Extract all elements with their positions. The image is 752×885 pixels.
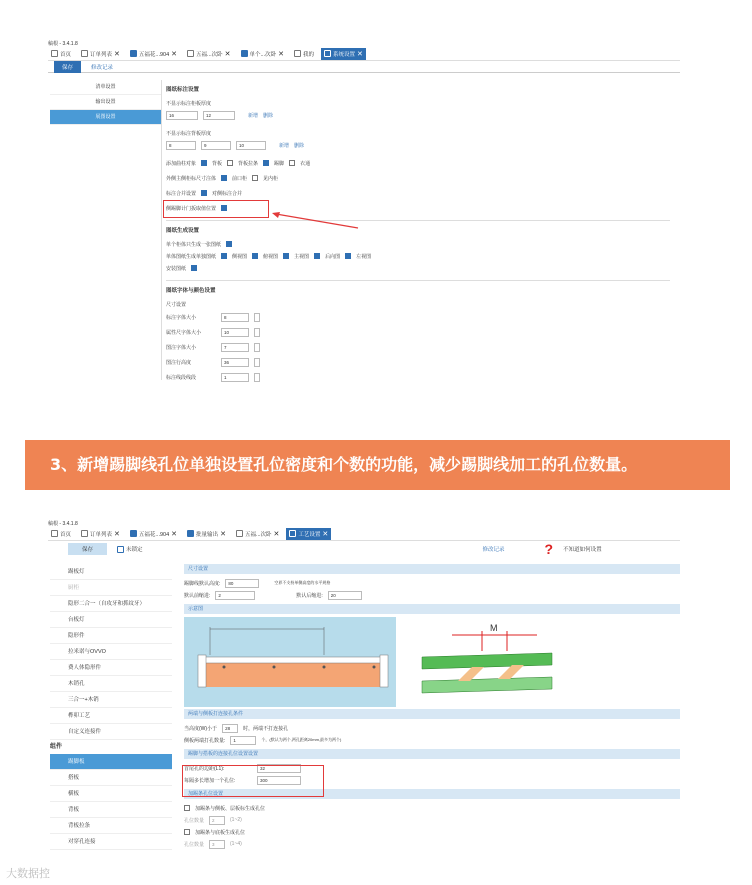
font-row: 标注线段线段 1 — [166, 370, 670, 385]
plus-row: 加踢条与侧板、层板标生成孔位 — [184, 802, 680, 814]
interval-input[interactable]: 300 — [257, 776, 301, 785]
user-icon — [294, 50, 301, 57]
diagram-area — [184, 617, 680, 709]
label: 不显示标注柜板厚度 — [166, 100, 212, 107]
font-size-input[interactable]: 8 — [221, 313, 249, 322]
action-bar — [48, 541, 680, 557]
checkbox[interactable] — [283, 253, 289, 259]
tab-home[interactable]: 首页 — [48, 50, 74, 58]
section-header: 示意图 — [184, 604, 680, 614]
option-row: 单个柜体只生成一张图纸 — [166, 238, 670, 250]
section-title: 图纸字体与颜色设置 — [166, 288, 216, 294]
help-link[interactable]: 不知道如何设置 — [563, 547, 602, 553]
offset-row: 默认前缩进: 2 默认后缩进: 20 — [184, 589, 680, 601]
app-version: 稿根 - 3.4.1.8 — [48, 521, 78, 527]
tab-bedroom[interactable]: 五福...次卧 ✕ — [233, 530, 282, 538]
hole-count-input[interactable]: 2 — [209, 816, 225, 825]
font-row: 图注行高度 36 — [166, 355, 670, 370]
sidebar-item[interactable]: 背板拉条 — [50, 818, 172, 834]
min-height-input[interactable]: 28 — [222, 724, 238, 733]
plus-row: 孔位数量 3 (1~4) — [184, 841, 242, 848]
hole-row: 侧板两端打孔数量: 1 个，(默认为两个,两孔距离20mm,最多为两个) — [184, 737, 342, 744]
edge-distance-input[interactable]: 32 — [257, 764, 301, 773]
sidebar-item[interactable]: 背板 — [50, 802, 172, 818]
thickness-row — [166, 139, 670, 151]
doc-icon — [241, 50, 248, 57]
checkbox[interactable] — [252, 175, 258, 181]
hole-row: 当高度(W)小于 28 时，两端不打连接孔 — [184, 725, 289, 732]
feature-banner: 3、新增踢脚线孔位单独设置孔位密度和个数的功能，减少踢脚线加工的孔位数量。 — [25, 440, 730, 490]
back-offset-input[interactable]: 20 — [328, 591, 362, 600]
thickness-input[interactable]: 8 — [166, 141, 196, 150]
sidebar-item[interactable]: 隐形件 — [50, 628, 172, 644]
font-size-input[interactable]: 36 — [221, 358, 249, 367]
checkbox[interactable] — [227, 160, 233, 166]
close-icon[interactable]: ✕ — [322, 530, 329, 538]
checkbox[interactable] — [345, 253, 351, 259]
section-title: 图纸标注设置 — [166, 87, 200, 93]
spinner-button[interactable] — [254, 373, 260, 382]
checkbox[interactable] — [201, 190, 207, 196]
help-icon[interactable]: ? — [544, 541, 554, 557]
tab-bar — [48, 527, 680, 541]
process-main — [184, 564, 680, 850]
thickness-input[interactable]: 10 — [236, 141, 266, 150]
section-header: 两端与侧板打连接孔条件 — [184, 709, 680, 719]
checkbox[interactable] — [221, 253, 227, 259]
tab-home[interactable]: 首页 — [48, 530, 74, 538]
checkbox[interactable] — [201, 160, 207, 166]
density-row: 首尾孔的边距(L1): 32 — [184, 762, 680, 774]
sidebar-item-drawing[interactable]: 展图设置 — [50, 110, 161, 125]
sidebar-item[interactable]: 拉米诺与OVVO — [50, 644, 172, 660]
font-row: 图注字体大小 7 — [166, 340, 670, 355]
unlock-icon — [117, 546, 124, 553]
checkbox[interactable] — [289, 160, 295, 166]
height-row: 踢脚线默认高度: 80 空界不支持单侧高度的水平规格 — [184, 580, 331, 587]
checkbox[interactable] — [184, 805, 190, 811]
sidebar-item[interactable]: 厨柜 — [50, 580, 172, 596]
sidebar-item[interactable]: 三合一+木销 — [50, 692, 172, 708]
tab-orders[interactable]: 订单列表 ✕ — [78, 50, 123, 58]
option-row-highlight: 侧踢脚计门扳取值位置 — [166, 202, 670, 214]
settings-icon — [324, 50, 331, 57]
tab-process-settings[interactable]: 工艺设置 ✕ — [286, 528, 331, 540]
sidebar-item-kickboard[interactable]: 踢脚板 — [50, 754, 172, 770]
tab-mine[interactable]: 我的 — [291, 50, 317, 58]
dimension-label: M — [490, 623, 498, 633]
home-icon — [51, 530, 58, 537]
tab-bedroom[interactable]: 五福...次卧 ✕ — [184, 50, 233, 58]
sidebar-item[interactable]: 隐形二合一（自攻牙和抓纹牙） — [50, 596, 172, 612]
spinner-button[interactable] — [254, 328, 260, 337]
design-icon — [187, 50, 194, 57]
tab-order-904[interactable]: 五福花...904 ✕ — [127, 50, 180, 58]
spinner-button[interactable] — [254, 313, 260, 322]
save-button[interactable]: 保存 — [68, 543, 107, 555]
label: 不显示标注背板厚度 — [166, 130, 212, 137]
hole-count-input[interactable]: 1 — [230, 736, 256, 745]
add-link[interactable]: 新增 — [279, 142, 290, 149]
thickness-input[interactable]: 9 — [201, 141, 231, 150]
tab-batch-output[interactable]: 批量输出 ✕ — [184, 530, 229, 538]
font-size-input[interactable]: 10 — [221, 328, 249, 337]
doc-icon — [187, 530, 194, 537]
close-icon[interactable]: ✕ — [171, 530, 178, 538]
font-row: 属性尺字体大小 10 — [166, 325, 670, 340]
tab-order-904[interactable]: 五福花...904 ✕ — [127, 530, 180, 538]
thickness-input[interactable]: 12 — [203, 111, 235, 120]
highlight-box — [163, 200, 269, 218]
font-size-input[interactable]: 1 — [221, 373, 249, 382]
hole-count-input[interactable]: 3 — [209, 840, 225, 849]
history-link[interactable]: 修改记录 — [91, 64, 114, 71]
highlight-box — [182, 765, 324, 797]
checkbox[interactable] — [314, 253, 320, 259]
checkbox[interactable] — [191, 265, 197, 271]
list-icon — [81, 50, 88, 57]
annotation-arrow — [270, 210, 360, 230]
sidebar-item[interactable]: 踢板灯 — [50, 564, 172, 580]
spinner-button[interactable] — [254, 358, 260, 367]
tab-orders[interactable]: 订单列表 ✕ — [78, 530, 123, 538]
design-icon — [236, 530, 243, 537]
close-icon[interactable]: ✕ — [224, 50, 231, 58]
sidebar-group: 组件 — [50, 744, 63, 750]
sidebar-item[interactable]: 榫卯工艺 — [50, 708, 172, 724]
close-icon[interactable]: ✕ — [278, 50, 284, 58]
home-icon — [51, 50, 58, 57]
option-row: 添加曲柱对象 背板 背板拉条 踢脚 衣通 — [166, 160, 311, 167]
delete-link[interactable]: 删除 — [294, 142, 305, 149]
sidebar-item[interactable]: 对穿孔连接 — [50, 834, 172, 850]
tab-single[interactable]: 单个...次卧 ✕ — [238, 50, 287, 58]
list-icon — [81, 530, 88, 537]
section-title: 图纸生成设置 — [166, 228, 200, 234]
thickness-input[interactable]: 16 — [166, 111, 198, 120]
section-header: 加踢条孔位设置 — [184, 789, 680, 799]
delete-link[interactable]: 删除 — [263, 112, 274, 119]
close-icon[interactable]: ✕ — [273, 530, 280, 538]
option-row: 安装图纸 — [166, 262, 670, 274]
spinner-button[interactable] — [254, 343, 260, 352]
settings-sidebar — [50, 80, 162, 380]
label: 尺寸设置 — [166, 301, 187, 308]
watermark: 大数据控 — [6, 867, 50, 880]
close-icon[interactable]: ✕ — [114, 530, 120, 538]
sidebar-item[interactable]: 搭板 — [50, 770, 172, 786]
front-offset-input[interactable]: 2 — [215, 591, 255, 600]
settings-main — [166, 84, 670, 385]
joint-diagram — [412, 621, 562, 701]
sidebar-item[interactable]: 费人体隐形件 — [50, 660, 172, 676]
close-icon[interactable]: ✕ — [220, 530, 226, 538]
font-row: 标注字体大小 8 — [166, 310, 670, 325]
save-button[interactable]: 保存 — [54, 61, 81, 73]
close-icon[interactable]: ✕ — [114, 50, 120, 58]
doc-icon — [130, 50, 137, 57]
history-link[interactable]: 修改记录 — [482, 547, 505, 553]
checkbox[interactable] — [226, 241, 232, 247]
kickboard-diagram — [184, 617, 396, 707]
height-input[interactable]: 80 — [225, 579, 259, 588]
close-icon[interactable]: ✕ — [357, 50, 363, 58]
density-row: 每隔多长增加一个孔位: 300 — [184, 774, 680, 786]
checkbox[interactable] — [252, 253, 258, 259]
checkbox[interactable] — [184, 829, 190, 835]
section-header: 踢脚与搭板的连接孔位设置设置 — [184, 749, 680, 759]
process-sidebar — [50, 564, 172, 850]
option-row: 标注合并设置 对侧标注合并 — [166, 190, 243, 197]
screenshot-process-settings — [48, 520, 680, 860]
option-row: 外侧主侧柜标尺寸注体 前口柜 见内柜 — [166, 175, 279, 182]
plus-row: 加踢条与底板生成孔位 — [184, 826, 680, 838]
lock-toggle[interactable]: 未锁定 — [117, 545, 143, 553]
section-header: 尺寸设置 — [184, 564, 680, 574]
thickness-row — [166, 109, 670, 121]
checkbox[interactable] — [221, 175, 227, 181]
sidebar-item[interactable]: 横板 — [50, 786, 172, 802]
close-icon[interactable]: ✕ — [171, 50, 178, 58]
action-bar — [48, 61, 680, 73]
font-size-input[interactable]: 7 — [221, 343, 249, 352]
tab-bar — [48, 47, 680, 61]
settings-icon — [289, 530, 296, 537]
doc-icon — [130, 530, 137, 537]
sidebar-item[interactable]: 台板灯 — [50, 612, 172, 628]
sidebar-item[interactable]: 木销孔 — [50, 676, 172, 692]
tab-system-settings[interactable]: 系统设置 ✕ — [321, 48, 366, 60]
checkbox[interactable] — [263, 160, 269, 166]
sidebar-item-output[interactable]: 输出设置 — [50, 95, 161, 110]
plus-row: 孔位数量 2 (1~2) — [184, 817, 242, 824]
add-link[interactable]: 新增 — [248, 112, 259, 119]
app-version: 稿根 - 3.4.1.8 — [48, 41, 78, 47]
option-row: 单体图纸生成单独图纸 侧视图 俯视图 主视图 后向图 左视图 — [166, 253, 372, 260]
screenshot-system-settings — [48, 40, 680, 380]
sidebar-item-list[interactable]: 清单设置 — [50, 80, 161, 95]
sidebar-item[interactable]: 自定义连接件 — [50, 724, 172, 740]
